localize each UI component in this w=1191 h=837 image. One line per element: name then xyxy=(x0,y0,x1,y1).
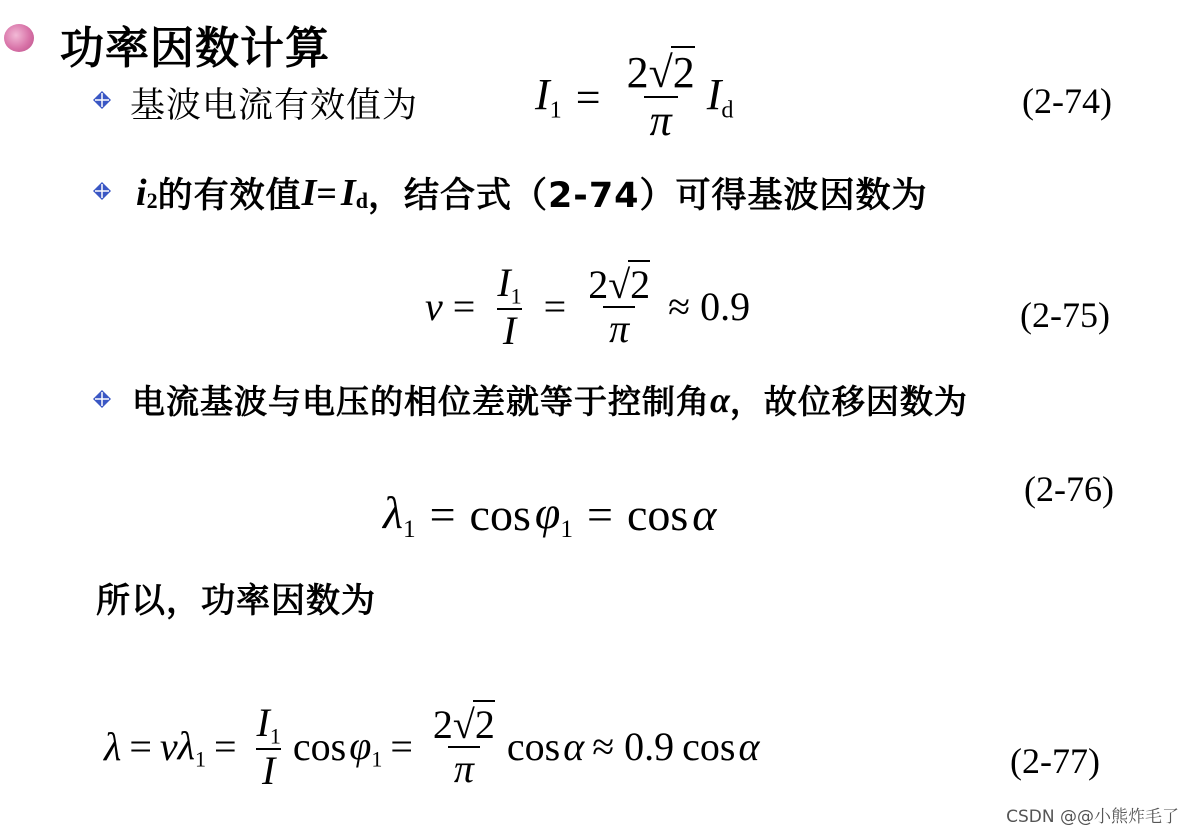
eq75-number: (2-75) xyxy=(1020,295,1110,335)
eq77-number: (2-77) xyxy=(1010,741,1100,781)
equation-2-77: λ = ν $\lambda_1$ = $\frac{I_1}{I}$ cos $\varphi_1$ = $\frac{2√2}{\pi}$ cos α ≈ 0.9 cos α xyxy=(104,700,760,793)
diamond-bullet-icon xyxy=(92,389,112,409)
eq74-equals: = xyxy=(575,72,601,122)
bullet-2-text: i 2 的有效值 I = I d ，结合式（2-74）可得基波因数为 xyxy=(136,172,928,216)
eq74-lhs: $I_1$ xyxy=(535,70,562,124)
eq75-fraction-2: $\frac{2√2}{\pi}$ xyxy=(588,261,651,351)
eq74-rhs: $I_d$ xyxy=(706,70,734,124)
diamond-bullet-icon xyxy=(92,90,112,110)
equation-2-75: ν = $\frac{I_1}{I}$ = $\frac{2√2}{\pi}$ ≈ 0.9 xyxy=(425,260,751,353)
conclusion-text: 所以，功率因数为 xyxy=(96,581,376,621)
diamond-bullet-icon xyxy=(92,181,112,201)
title-bullet-icon xyxy=(4,24,34,52)
page-title: 功率因数计算 xyxy=(60,23,330,74)
eq74-fraction: $\frac{2√2}{\pi}$ xyxy=(626,48,695,146)
equation-2-74 xyxy=(535,50,733,144)
eq75-fraction-1: $\frac{I_1}{I}$ xyxy=(497,260,522,353)
eq76-number: (2-76) xyxy=(1024,469,1114,509)
bullet-3-text: 电流基波与电压的相位差就等于控制角 α ，故位移因数为 xyxy=(132,379,968,421)
equation-2-76: $\lambda_1$ = cos $\varphi_1$ = cos α xyxy=(383,487,717,543)
eq74-number: (2-74) xyxy=(1022,81,1112,121)
eq77-fraction-2: $\frac{2√2}{\pi}$ xyxy=(432,701,495,791)
watermark: CSDN @@小熊炸毛了 xyxy=(1006,807,1179,827)
bullet-1-text: 基波电流有效值为 xyxy=(130,86,419,126)
eq77-fraction-1: $\frac{I_1}{I}$ xyxy=(256,700,281,793)
